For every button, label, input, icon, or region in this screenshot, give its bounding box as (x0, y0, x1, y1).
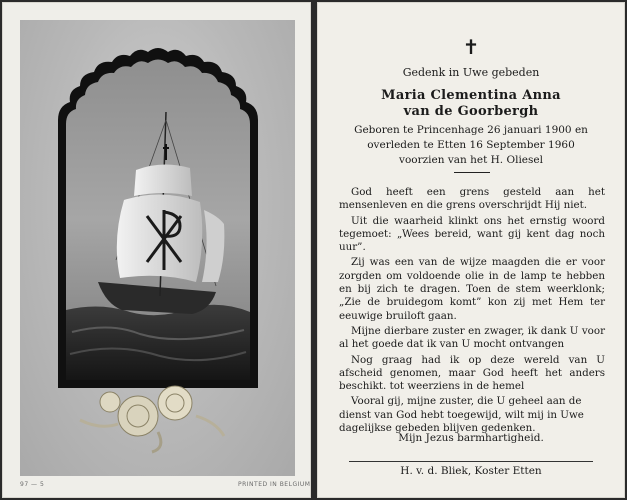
paragraph: Mijne dierbare zuster en zwager, ik dank U voor al het goede dat ik van U mocht ontvangen (339, 324, 605, 351)
chrysanthemum-flowers (80, 386, 224, 452)
paragraph: God heeft een grens gesteld aan het mensenleven en die grens overschrijdt Hij niet. (339, 186, 605, 212)
sail-main (117, 194, 202, 282)
paragraph: Zij was een van de wijze maagden die er voor zorgden om voldoende olie in de lamp te hebben en bij zich te dragen. Toen de stem weerklonk; „Zie de bruidegom komt” kon zij met Hem ter eeuwige bruiloft gaan. (339, 256, 605, 322)
cross-icon: ✝ (462, 35, 480, 59)
sail-top (134, 164, 192, 196)
ship-picture (20, 20, 295, 476)
sacrament-line: voorzien van het H. Oliesel (399, 154, 543, 166)
printer-footer: H. v. d. Bliek, Koster Etten (400, 465, 542, 477)
left-card (2, 2, 311, 498)
deceased-name-line1: Maria Clementina Anna (381, 88, 561, 103)
footer-divider (349, 461, 593, 462)
right-card (317, 2, 625, 498)
memorial-text (339, 186, 605, 437)
picture-background (20, 20, 295, 476)
paragraph: Uit die waarheid klinkt ons het ernstig woord tegemoet: „Wees bereid, want gij kent dag noch uur”. (339, 214, 605, 254)
paragraph: Vooral gij, mijne zuster, die U geheel aan de dienst van God hebt toegewijd, wilt mij in Uwe dagelijkse gebeden blijven gedenken. (339, 395, 584, 435)
paragraph: Nog graag had ik op deze wereld van U afscheid genomen, maar God heeft het anders beschikt. tot weerziens in de hemel (339, 353, 605, 393)
closing-prayer: Mijn Jezus barmhartigheid. (398, 432, 544, 444)
printer-code: 97 — 5 (20, 481, 45, 488)
birth-line: Geboren te Princenhage 26 januari 1900 en (354, 124, 588, 136)
sea (66, 305, 250, 380)
divider (454, 172, 490, 173)
death-line: overleden te Etten 16 September 1960 (367, 139, 575, 151)
printed-in-belgium-mark: PRINTED IN BELGIUM (238, 481, 311, 488)
deceased-name-line2: van de Goorbergh (403, 104, 539, 119)
intro-text: Gedenk in Uwe gebeden (402, 66, 540, 79)
